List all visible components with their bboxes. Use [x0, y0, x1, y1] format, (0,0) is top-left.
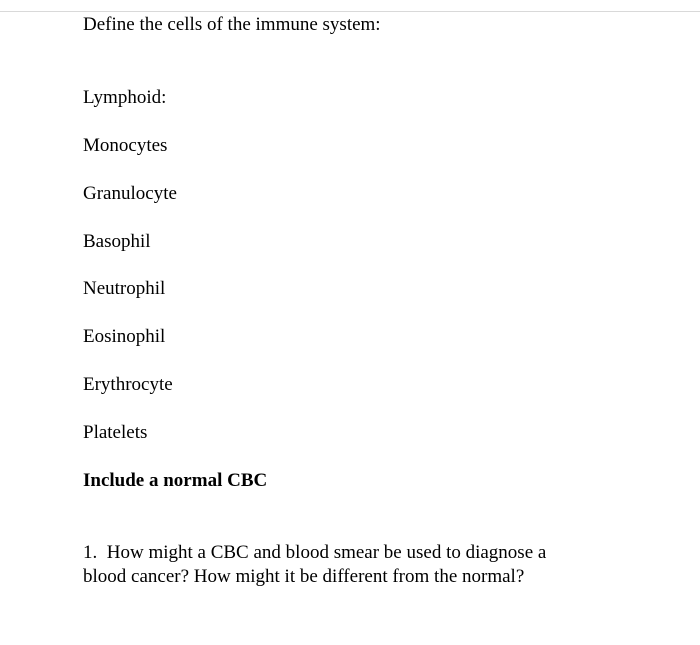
cell-type-platelets: Platelets	[83, 422, 148, 443]
cell-type-monocytes: Monocytes	[83, 135, 168, 156]
cell-type-erythrocyte: Erythrocyte	[83, 374, 173, 395]
question-1-line-1	[83, 541, 643, 565]
cell-type-lymphoid: Lymphoid:	[83, 87, 167, 108]
question-1	[83, 541, 643, 589]
top-border	[0, 0, 700, 12]
cell-type-eosinophil: Eosinophil	[83, 326, 166, 347]
cell-type-basophil: Basophil	[83, 231, 151, 252]
cell-type-granulocyte: Granulocyte	[83, 183, 177, 204]
cell-type-neutrophil: Neutrophil	[83, 278, 166, 299]
question-number: 1.	[83, 542, 98, 563]
question-text-line-2: blood cancer? How might it be different from the normal?	[83, 566, 525, 587]
question-text-line-1: How might a CBC and blood smear be used to diagnose a	[106, 542, 547, 563]
cbc-instruction: Include a normal CBC	[83, 470, 268, 491]
document-heading: Define the cells of the immune system:	[83, 14, 381, 35]
